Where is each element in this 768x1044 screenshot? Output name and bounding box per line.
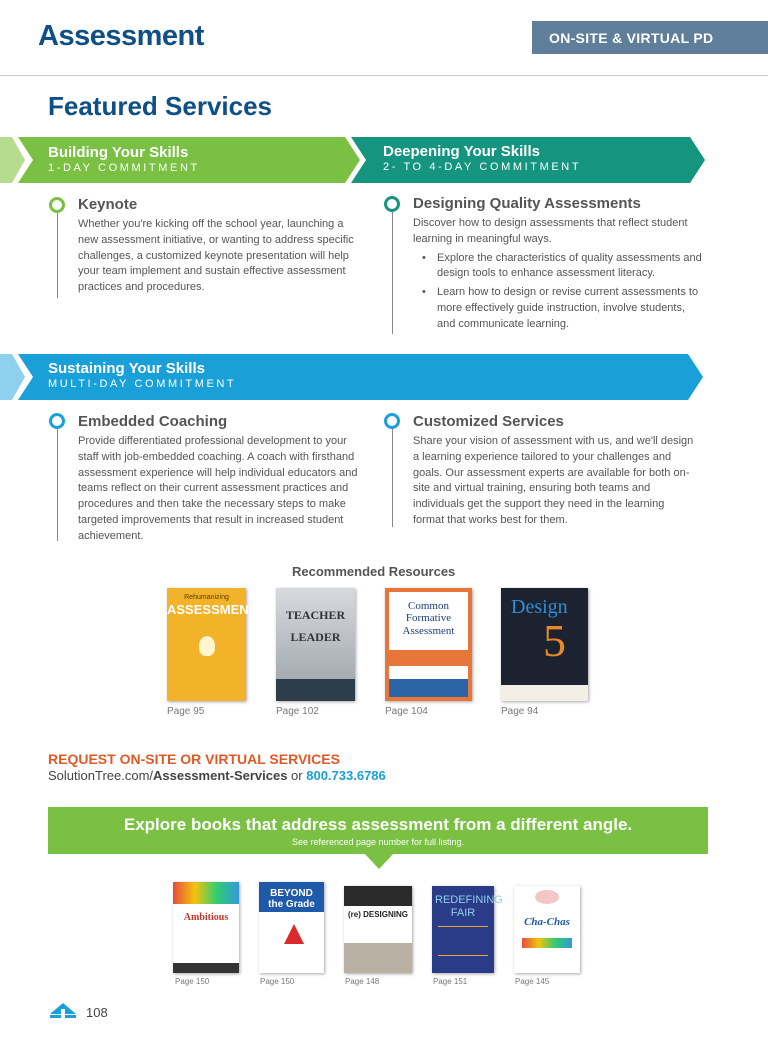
timeline-dot: [49, 413, 65, 429]
band-building-title: Building Your Skills: [48, 144, 189, 161]
service-keynote: [78, 196, 363, 296]
timeline-dot: [384, 413, 400, 429]
book-cover-redesigning[interactable]: [344, 886, 412, 973]
book-page-ref: Page 148: [345, 977, 380, 986]
book-cover-ambitious[interactable]: [173, 882, 239, 973]
service-description: [413, 216, 703, 333]
service-title: Embedded Coaching: [78, 413, 228, 430]
book-art: [438, 926, 488, 956]
request-url-path[interactable]: Assessment-Services: [153, 768, 288, 783]
request-heading: REQUEST ON-SITE OR VIRTUAL SERVICES: [48, 751, 340, 767]
band-building-subtitle: 1-DAY COMMITMENT: [48, 162, 200, 174]
band-sustaining-text: [48, 360, 236, 390]
book-page-ref: Page 95: [167, 706, 205, 717]
header-divider: [0, 75, 768, 76]
section-badge: ON-SITE & VIRTUAL PD: [532, 21, 768, 54]
explore-banner: [48, 807, 708, 854]
band-deepening-title: Deepening Your Skills: [383, 143, 540, 160]
request-phone[interactable]: 800.733.6786: [306, 768, 386, 783]
book-title: Rehumanizing: [184, 594, 229, 601]
book-footer-band: [389, 679, 468, 697]
book-title: Cha-Chas: [524, 916, 570, 928]
book-cover-redefining-fair[interactable]: [432, 886, 503, 973]
lightbulb-icon: [199, 636, 215, 656]
service-title: Customized Services: [413, 413, 564, 430]
book-footer-band: [501, 685, 588, 701]
timeline-line: [392, 429, 393, 527]
book-footer-band: [276, 679, 355, 701]
service-description: Share your vision of assessment with us, and we'll design a learning experience tailored to your challenges and goals. Our assessment experts are available for both on-site and virtual training, ensuring both teams and individuals get the support they need in the learning format that works best for them.: [413, 435, 694, 526]
band-sustaining-title: Sustaining Your Skills: [48, 360, 205, 377]
book-art: [344, 886, 412, 906]
banner-pointer: [364, 853, 394, 869]
service-designing: [413, 195, 703, 333]
book-cover-beyond-the-grade[interactable]: [259, 882, 324, 973]
arrow-up-icon: [284, 924, 304, 944]
service-title: Designing Quality Assessments: [413, 195, 641, 212]
bullet-item: • Learn how to design or revise current assessments to more effectively guide instruction, involve students, and communicate learning.: [413, 285, 703, 332]
book-page-ref: Page 150: [175, 977, 210, 986]
recommended-heading: Recommended Resources: [292, 564, 456, 579]
bullet-item: • Explore the characteristics of quality assessments and design tools to enhance assessment literacy.: [413, 251, 703, 283]
brain-icon: [535, 890, 559, 904]
book-art: [173, 882, 239, 904]
book-title: Ambitious: [183, 912, 229, 923]
book-footer-band: [173, 963, 239, 973]
service-intro: Discover how to design assessments that reflect student learning in meaningful ways.: [413, 217, 688, 245]
service-customized: [413, 413, 698, 529]
service-bullets: [413, 251, 703, 333]
book-page-ref: Page 102: [276, 706, 319, 717]
book-title: TEACHER: [285, 608, 346, 622]
explore-subtitle: See referenced page number for full listing.: [291, 837, 465, 847]
request-contact: [48, 768, 386, 783]
band-building-text: [48, 144, 200, 174]
book-cover-cha-chas[interactable]: [514, 886, 580, 973]
page-title: Featured Services: [48, 91, 273, 121]
book-cover-rehumanizing[interactable]: [167, 588, 257, 701]
band-deepening-text: [383, 143, 581, 173]
book-photo: [344, 943, 412, 973]
service-coaching: [78, 413, 363, 545]
request-url-prefix[interactable]: SolutionTree.com/: [48, 768, 154, 783]
service-description: Provide differentiated professional development to your staff with job-embedded coaching. A coach with firsthand assessment experience will help individual educators and teams reflect on their current assessment practices and procedures and then take the necessary steps to make targeted improvements that result in increased student achievement.: [78, 435, 358, 542]
book-stripe: [389, 650, 468, 666]
solution-tree-logo-icon: [50, 1003, 76, 1019]
book-title: Assessment: [402, 625, 455, 637]
book-cover-design-in-5[interactable]: [501, 588, 588, 701]
timeline-line: [57, 429, 58, 541]
book-title: REDEFINING FAIR: [435, 894, 503, 919]
band-left-tip: [0, 137, 25, 183]
book-title: 5: [543, 615, 566, 666]
book-page-ref: Page 94: [501, 706, 539, 717]
explore-title: Explore books that address assessment from a different angle.: [123, 815, 633, 834]
service-title: Keynote: [78, 196, 138, 213]
service-description: Whether you're kicking off the school year, launching a new assessment initiative, or wanting to address specific challenges, a customized keynote presentation will help your team implement and sustain effective assessment practices and procedures.: [78, 218, 354, 294]
book-page-ref: Page 151: [433, 977, 468, 986]
timeline-dot: [384, 196, 400, 212]
page-number: 108: [86, 1005, 108, 1020]
book-cover-teacher-leader[interactable]: [276, 588, 355, 701]
book-page-ref: Page 104: [385, 706, 428, 717]
timeline-line: [392, 212, 393, 334]
book-title: LEADER: [290, 630, 341, 644]
book-title: Common Formative: [405, 600, 452, 624]
book-title: Design: [511, 596, 568, 618]
book-title: ASSESSMENT: [167, 602, 257, 617]
band-sustaining-subtitle: MULTI-DAY COMMITMENT: [48, 378, 237, 390]
band-deepening-subtitle: 2- TO 4-DAY COMMITMENT: [383, 161, 582, 173]
timeline-line: [57, 212, 58, 298]
timeline-dot: [49, 197, 65, 213]
section-title: Assessment: [38, 20, 204, 52]
book-cover-common-formative[interactable]: [385, 588, 472, 701]
book-art: [522, 938, 572, 948]
request-or: or: [287, 768, 307, 783]
book-page-ref: Page 145: [515, 977, 550, 986]
book-title: BEYOND the Grade: [268, 888, 315, 910]
book-page-ref: Page 150: [260, 977, 295, 986]
band-left-tip: [0, 354, 25, 400]
book-title: (re) DESIGNING: [347, 910, 408, 919]
